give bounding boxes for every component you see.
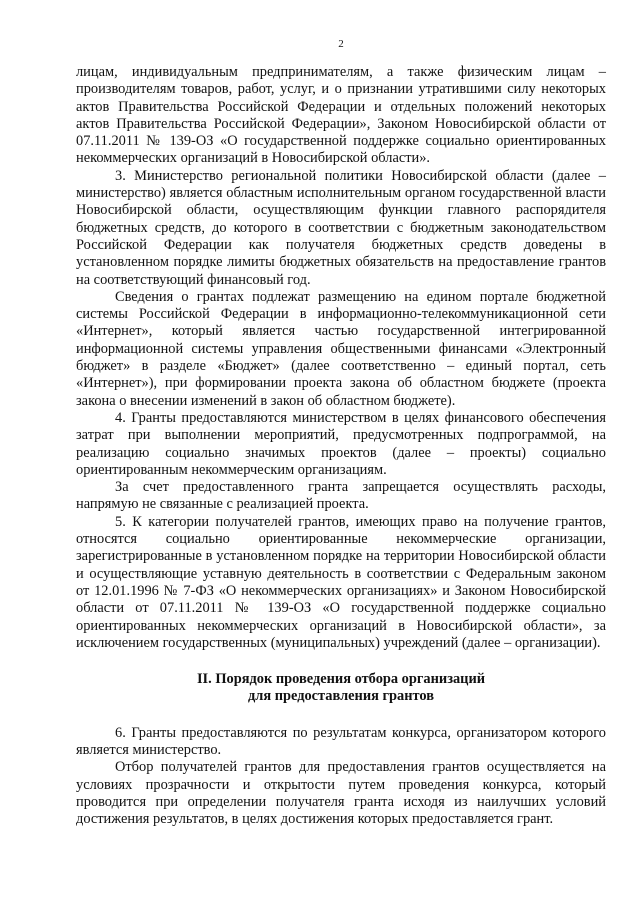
paragraph-continuation: лицам, индивидуальным предпринимателям, а также физическим лицам – производителям товаров, работ, услуг, и о признании утратившими силу некоторых актов Правительства Российской Федерации и отдельных положений некоторых актов Правительства Российской Федерации», Законом Новосибирской области от 07.11.2011 № 139-ОЗ «О государственной поддержке социально ориентированных некоммерческих организаций в Новосибирской области».: [76, 64, 606, 167]
body-text-after: [76, 725, 606, 829]
section-heading: [76, 671, 606, 706]
paragraph-expense-restriction: За счет предоставленного гранта запрещается осуществлять расходы, напрямую не связанные с реализацией проекта.: [76, 479, 606, 513]
paragraph-item-6: 6. Гранты предоставляются по результатам конкурса, организатором которого является министерство.: [76, 724, 606, 758]
paragraph-item-5: 5. К категории получателей грантов, имеющих право на получение грантов, относятся социально ориентированные некоммерческие организации, зарегистрированные в установленном порядке на территории Новосибирской области и осуществляющие уставную деятельность в соответствии с Федеральным законом от 12.01.1996 № 7-ФЗ «О некоммерческих организациях» и Законом Новосибирской области от 07.11.2011 № 139-ОЗ «О государственной поддержке социально ориентированных некоммерческих организаций в Новосибирской области», за исключением государственных (муниципальных) учреждений (далее – организации).: [76, 513, 606, 651]
section-heading-line-1: II. Порядок проведения отбора организаций: [196, 671, 486, 688]
paragraph-item-3: 3. Министерство региональной политики Новосибирской области (далее – министерство) является областным исполнительным органом государственной власти Новосибирской области, осуществляющим функции главного распорядителя бюджетных средств, до которого в соответствии с бюджетным законодательством Российской Федерации как получателя бюджетных средств доведены в установленном порядке лимиты бюджетных обязательств на предоставление грантов на соответствующий финансовый год.: [76, 167, 606, 288]
body-text-before: [76, 64, 606, 652]
page-number: 2: [338, 38, 344, 50]
paragraph-selection-conditions: Отбор получателей грантов для предоставления грантов осуществляется на условиях прозрачности и открытости путем проведения конкурса, который проводится при определении получателя гранта исходя из наилучших условий достижения результатов, в целях достижения которых предоставляется грант.: [76, 759, 606, 828]
section-heading-line-2: для предоставления грантов: [247, 688, 435, 705]
paragraph-item-4: 4. Гранты предоставляются министерством в целях финансового обеспечения затрат при выполнении мероприятий, предусмотренных подпрограммой, на реализацию социально значимых проектов (далее – проекты) социально ориентированным некоммерческим организациям.: [76, 409, 606, 478]
paragraph-grants-info: Сведения о грантах подлежат размещению на едином портале бюджетной системы Российской Федерации в информационно-телекоммуникационной сети «Интернет», который является частью государственной интегрированной информационной системы управления общественными финансами «Электронный бюджет» в разделе «Бюджет» (далее соответственно – единый портал, сеть «Интернет»), при формировании проекта закона об областном бюджете (проекта закона о внесении изменений в закон об областном бюджете).: [76, 288, 606, 409]
